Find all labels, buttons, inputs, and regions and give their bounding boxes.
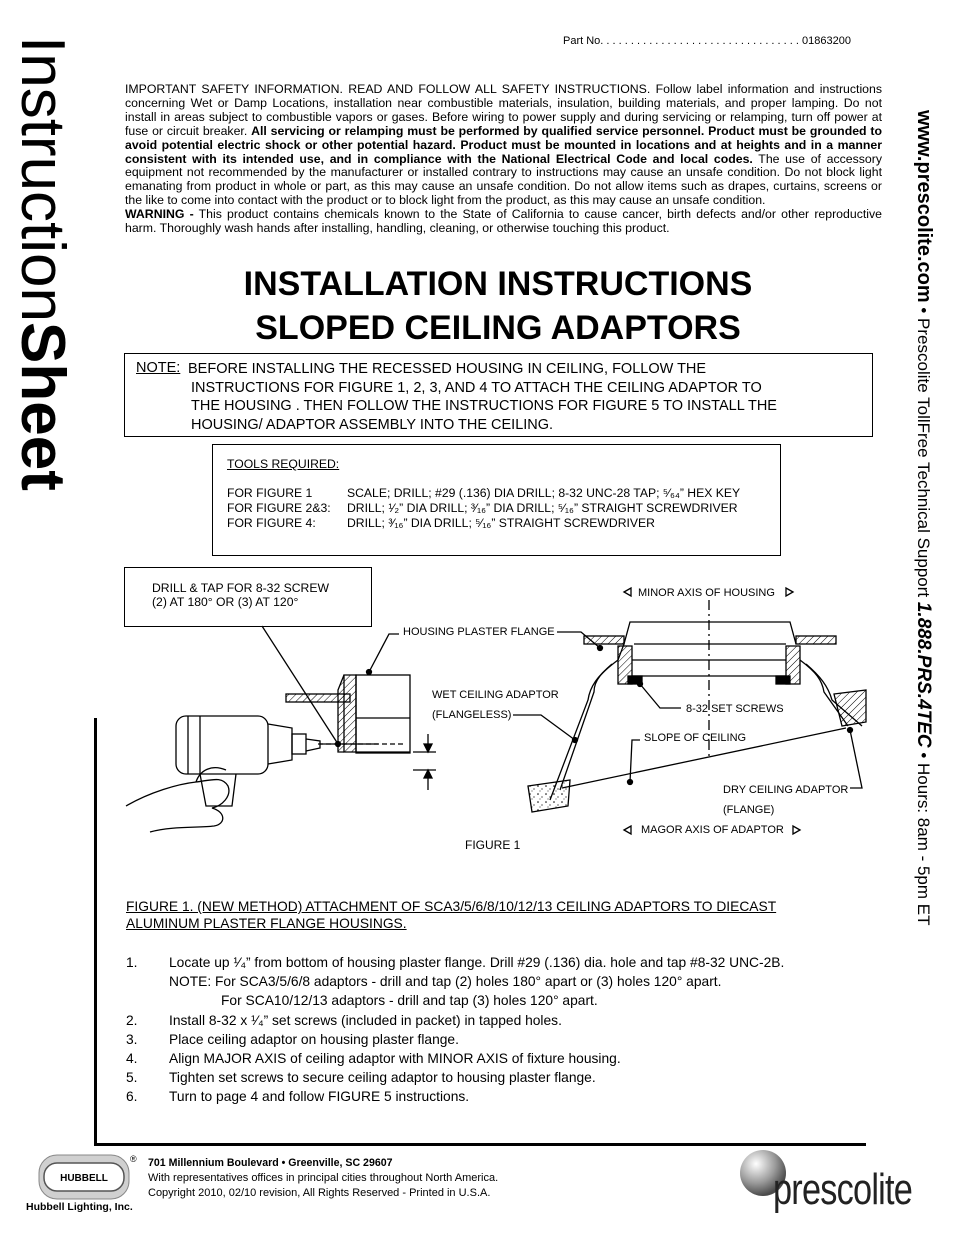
- footer-address: 701 Millennium Boulevard • Greenville, SC 29607: [148, 1157, 393, 1169]
- step-text: Tighten set screws to secure ceiling adaptor to housing plaster flange.: [169, 1070, 596, 1086]
- footer-copyright: Copyright 2010, 02/10 revision, All Rights Reserved - Printed in U.S.A.: [148, 1187, 491, 1199]
- hubbell-logo: [38, 1154, 130, 1200]
- safety-text-bold: All servicing or relamping must be performed by qualified service personnel. Product must be grounded to avoid potential electric shock or other potential hazard. Product must be mounted in locations and at heights and in a manner consistent with its intended use, and in compliance with the National Electrical Code and local codes.: [125, 123, 883, 166]
- list-item: [126, 953, 866, 972]
- brand-vertical-thin: Instruction: [8, 36, 77, 323]
- figure-label: FIGURE 1: [465, 838, 521, 852]
- label-slope-of-ceiling: SLOPE OF CEILING: [644, 732, 747, 744]
- drill-callout-line-1: DRILL & TAP FOR 8-32 SCREW: [152, 581, 329, 595]
- safety-text-2: The use of accessory equipment not recommended by the manufacturer or installed contrary to instructions may cause an unsafe condition. Do not block light emanating from product in whole or part, as this may cause an unsafe condition. Do not allow items such as drapes, curtains, screens or the like to come into contact with the product or to block light from the product, as this may cause an unsafe condition.: [125, 151, 882, 208]
- step-number: 6.: [126, 1089, 138, 1105]
- caption-line-2: ALUMINUM PLASTER FLANGE HOUSINGS.: [126, 916, 407, 931]
- website-url[interactable]: www.prescolite.com: [913, 110, 935, 303]
- step-text: Place ceiling adaptor on housing plaster flange.: [169, 1031, 459, 1047]
- step-text: For SCA10/12/13 adaptors - drill and tap (3) holes 120° apart.: [221, 993, 598, 1009]
- warning-label: WARNING -: [125, 207, 194, 222]
- figure-caption: [126, 898, 826, 932]
- note-line-4: HOUSING/ ADAPTOR ASSEMBLY INTO THE CEILING.: [191, 416, 554, 433]
- tools-row-key: FOR FIGURE 1: [227, 486, 313, 500]
- list-item: [126, 1068, 866, 1087]
- note-line-3: THE HOUSING . THEN FOLLOW THE INSTRUCTIONS FOR FIGURE 5 TO INSTALL THE: [191, 398, 777, 415]
- support-hours: • Hours: 8am - 5pm ET: [914, 747, 933, 926]
- step-number: 1.: [126, 955, 138, 970]
- prescolite-logo: prescolite: [773, 1165, 913, 1214]
- list-item: [126, 1030, 866, 1049]
- caption-line-1: FIGURE 1. (NEW METHOD) ATTACHMENT OF SCA3/5/6/8/10/12/13 CEILING ADAPTORS TO DIECAST: [126, 899, 777, 914]
- label-minor-axis: MINOR AXIS OF HOUSING: [638, 587, 775, 599]
- list-item: [126, 1011, 866, 1030]
- safety-text-1: IMPORTANT SAFETY INFORMATION. READ AND FOLLOW ALL SAFETY INSTRUCTIONS. Follow label information and instructions concerning Wet or Damp Locations, installation near combustible materials, insulation, building materials, and proper lamping. Do not install in areas subject to combustible vapors or gases. Before wiring to power supply and during servicing or relamping, turn off power at fuse or circuit breaker.: [125, 82, 882, 138]
- label-set-screws: 8-32 SET SCREWS: [686, 703, 784, 715]
- title-line-1: INSTALLATION INSTRUCTIONS: [243, 265, 753, 303]
- footer-reps: With representatives offices in principal cities throughout North America.: [148, 1172, 499, 1184]
- label-flangeless: (FLANGELESS): [432, 709, 512, 721]
- registered-mark: ®: [130, 1154, 137, 1164]
- tools-row-value: SCALE; DRILL; #29 (.136) DIA DRILL; 8-32 UNC-28 TAP; ⁵⁄₆₄” HEX KEY: [347, 486, 741, 500]
- instruction-steps: [126, 953, 866, 1107]
- tools-heading: TOOLS REQUIRED:: [227, 457, 340, 471]
- note-line-2: INSTRUCTIONS FOR FIGURE 1, 2, 3, AND 4 TO ATTACH THE CEILING ADAPTOR TO: [191, 379, 762, 396]
- label-wet-ceiling-adaptor: WET CEILING ADAPTOR: [432, 689, 559, 701]
- note-line-1: BEFORE INSTALLING THE RECESSED HOUSING IN CEILING, FOLLOW THE: [188, 361, 707, 377]
- note-label: NOTE:: [136, 360, 181, 376]
- left-drill-diagram: [126, 626, 436, 832]
- warning-text: This product contains chemicals known to the State of California to cause cancer, birth defects and/or other reproductive harm. Thoroughly wash hands after installing, handling, cleaning, or otherwise touching this product.: [125, 207, 882, 236]
- step-number: 5.: [126, 1070, 138, 1086]
- label-flange: (FLANGE): [723, 804, 775, 816]
- label-housing-plaster-flange: HOUSING PLASTER FLANGE: [403, 626, 555, 638]
- list-item: [126, 1087, 866, 1106]
- tools-row-value: DRILL; ³⁄₁₆” DIA DRILL; ⁵⁄₁₆” STRAIGHT SCREWDRIVER: [347, 516, 655, 530]
- step-number: 3.: [126, 1031, 138, 1047]
- label-major-axis: MAGOR AXIS OF ADAPTOR: [641, 824, 784, 836]
- step-number: 2.: [126, 1012, 138, 1028]
- hubbell-caption: Hubbell Lighting, Inc.: [26, 1201, 133, 1213]
- brand-vertical-bold: Sheet: [8, 322, 77, 491]
- hubbell-logo-text: HUBBELL: [60, 1173, 108, 1184]
- part-number-label: Part No. . . . . . . . . . . . . . . . . . . . . . . . . . . . . . . . .: [563, 35, 799, 47]
- drill-callout-line-2: (2) AT 180° OR (3) AT 120°: [152, 595, 299, 609]
- support-text: • Prescolite TollFree Technical Support: [914, 302, 933, 602]
- list-item: [126, 972, 866, 991]
- title-line-2: SLOPED CEILING ADAPTORS: [255, 309, 741, 347]
- label-dry-ceiling-adaptor: DRY CEILING ADAPTOR: [723, 784, 849, 796]
- tools-row-key: FOR FIGURE 2&3:: [227, 501, 331, 515]
- step-text: Install 8-32 x ¹⁄₄” set screws (included in packet) in tapped holes.: [169, 1012, 562, 1028]
- list-item: [126, 1049, 866, 1068]
- step-text: Align MAJOR AXIS of ceiling adaptor with MINOR AXIS of fixture housing.: [169, 1050, 621, 1066]
- tools-row-key: FOR FIGURE 4:: [227, 516, 316, 530]
- list-item: [126, 991, 866, 1010]
- part-number-value: 01863200: [802, 35, 851, 47]
- support-phone: 1.888.PRS.4TEC: [913, 601, 934, 748]
- step-text: Locate up ¹⁄₄” from bottom of housing plaster flange. Drill #29 (.136) dia. hole and tap #8-32 UNC-2B.: [169, 955, 785, 970]
- step-text: Turn to page 4 and follow FIGURE 5 instructions.: [169, 1089, 470, 1105]
- step-text: NOTE: For SCA3/5/6/8 adaptors - drill and tap (2) holes 180° apart or (3) holes 120° apart.: [169, 974, 722, 990]
- tools-row-value: DRILL; ¹⁄₂” DIA DRILL; ³⁄₁₆” DIA DRILL; ⁵⁄₁₆” STRAIGHT SCREWDRIVER: [347, 501, 738, 515]
- step-number: 4.: [126, 1050, 138, 1066]
